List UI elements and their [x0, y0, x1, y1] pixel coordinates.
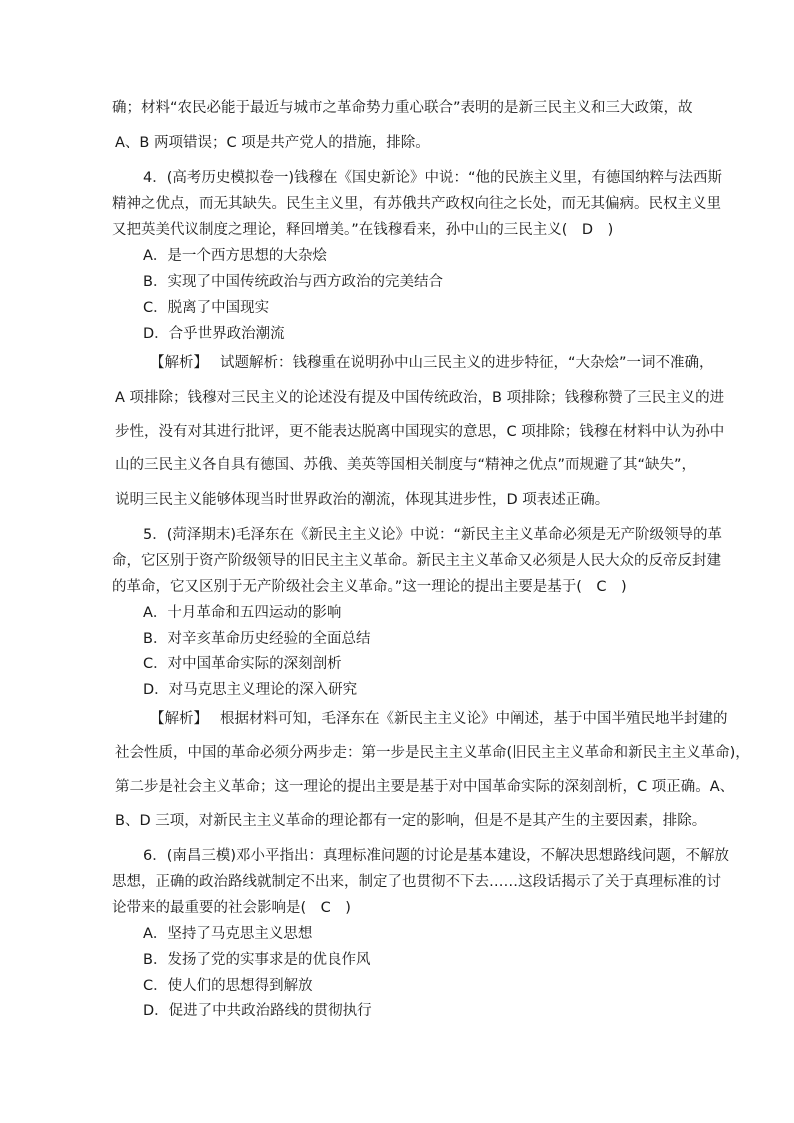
question-6-stem: 6．(南昌三模)邓小平指出：真理标准问题的讨论是基本建设，不解决思想路线问题，不解放 [143, 848, 730, 864]
text-line: 第二步是社会主义革命；这一理论的提出主要是基于对中国革命实际的深刻剖析，C 项正确。A、 [115, 779, 735, 795]
option-a: A．是一个西方思想的大杂烩 [143, 248, 327, 264]
option-d: D．对马克思主义理论的深入研究 [143, 682, 358, 698]
option-c: C．对中国革命实际的深刻剖析 [143, 656, 342, 672]
option-b: B．实现了中国传统政治与西方政治的完美结合 [143, 274, 443, 290]
option-d: D．合乎世界政治潮流 [143, 326, 285, 342]
option-c: C．脱离了中国现实 [143, 300, 270, 316]
option-d: D．促进了中共政治路线的贯彻执行 [143, 1003, 372, 1019]
analysis-line [150, 353, 714, 373]
analysis-text: 试题解析：钱穆重在说明孙中山三民主义的进步特征，“大杂烩”一词不准确， [220, 355, 714, 371]
text-line: 确；材料“农民必能于最近与城市之革命势力重心联合”表明的是新三民主义和三大政策，故 [112, 100, 693, 116]
analysis-text: 根据材料可知，毛泽东在《新民主主义论》中阐述，基于中国半殖民地半封建的 [220, 711, 728, 727]
text-line: 说明三民主义能够体现当时世界政治的潮流，体现其进步性，D 项表述正确。 [115, 492, 610, 508]
text-line: 又把英美代议制度之理论，释回增美。”在钱穆看来，孙中山的三民主义( D ) [112, 222, 614, 238]
option-a: A．坚持了马克思主义思想 [143, 926, 313, 942]
text-line: 论带来的最重要的社会影响是( C ) [112, 900, 351, 916]
option-b: B．对辛亥革命历史经验的全面总结 [143, 631, 371, 647]
text-line: A 项排除；钱穆对三民主义的论述没有提及中国传统政治，B 项排除；钱穆称赞了三民主义的进 [115, 390, 725, 406]
text-line: 社会性质，中国的革命必须分两步走：第一步是民主主义革命(旧民主主义革命和新民主主义革命)， [115, 745, 750, 761]
option-c: C．使人们的思想得到解放 [143, 978, 313, 994]
text-line: A、B 两项错误；C 项是共产党人的措施，排除。 [115, 135, 430, 151]
text-line: 的革命，它又区别于无产阶级社会主义革命。”这一理论的提出主要是基于( C ) [112, 579, 627, 595]
analysis-line [150, 709, 728, 729]
analysis-label: 【解析】 [150, 355, 208, 371]
text-line: 山的三民主义各自具有德国、苏俄、美英等国相关制度与“精神之优点”而规避了其“缺失”， [115, 457, 697, 473]
question-4-stem: 4．(高考历史模拟卷一)钱穆在《国史新论》中说：“他的民族主义里，有德国纳粹与法西斯 [143, 170, 723, 186]
text-line: 精神之优点，而无其缺失。民生主义里，有苏俄共产政权向往之长处，而无其偏病。民权主义里 [112, 196, 721, 212]
question-5-stem: 5．(菏泽期末)毛泽东在《新民主主义论》中说：“新民主主义革命必须是无产阶级领导的革 [143, 527, 723, 543]
option-a: A．十月革命和五四运动的影响 [143, 605, 342, 621]
text-line: 命，它区别于资产阶级领导的旧民主主义革命。新民主主义革命又必须是人民大众的反帝反封建 [112, 553, 721, 569]
option-b: B．发扬了党的实事求是的优良作风 [143, 952, 371, 968]
text-line: 思想，正确的政治路线就制定不出来，制定了也贯彻不下去……这段话揭示了关于真理标准的讨 [112, 874, 721, 890]
analysis-label: 【解析】 [150, 711, 208, 727]
text-line: 步性，没有对其进行批评，更不能表达脱离中国现实的意思，C 项排除；钱穆在材料中认为孙中 [115, 424, 725, 440]
text-line: B、D 三项，对新民主主义革命的理论都有一定的影响，但是不是其产生的主要因素，排除。 [115, 813, 707, 829]
